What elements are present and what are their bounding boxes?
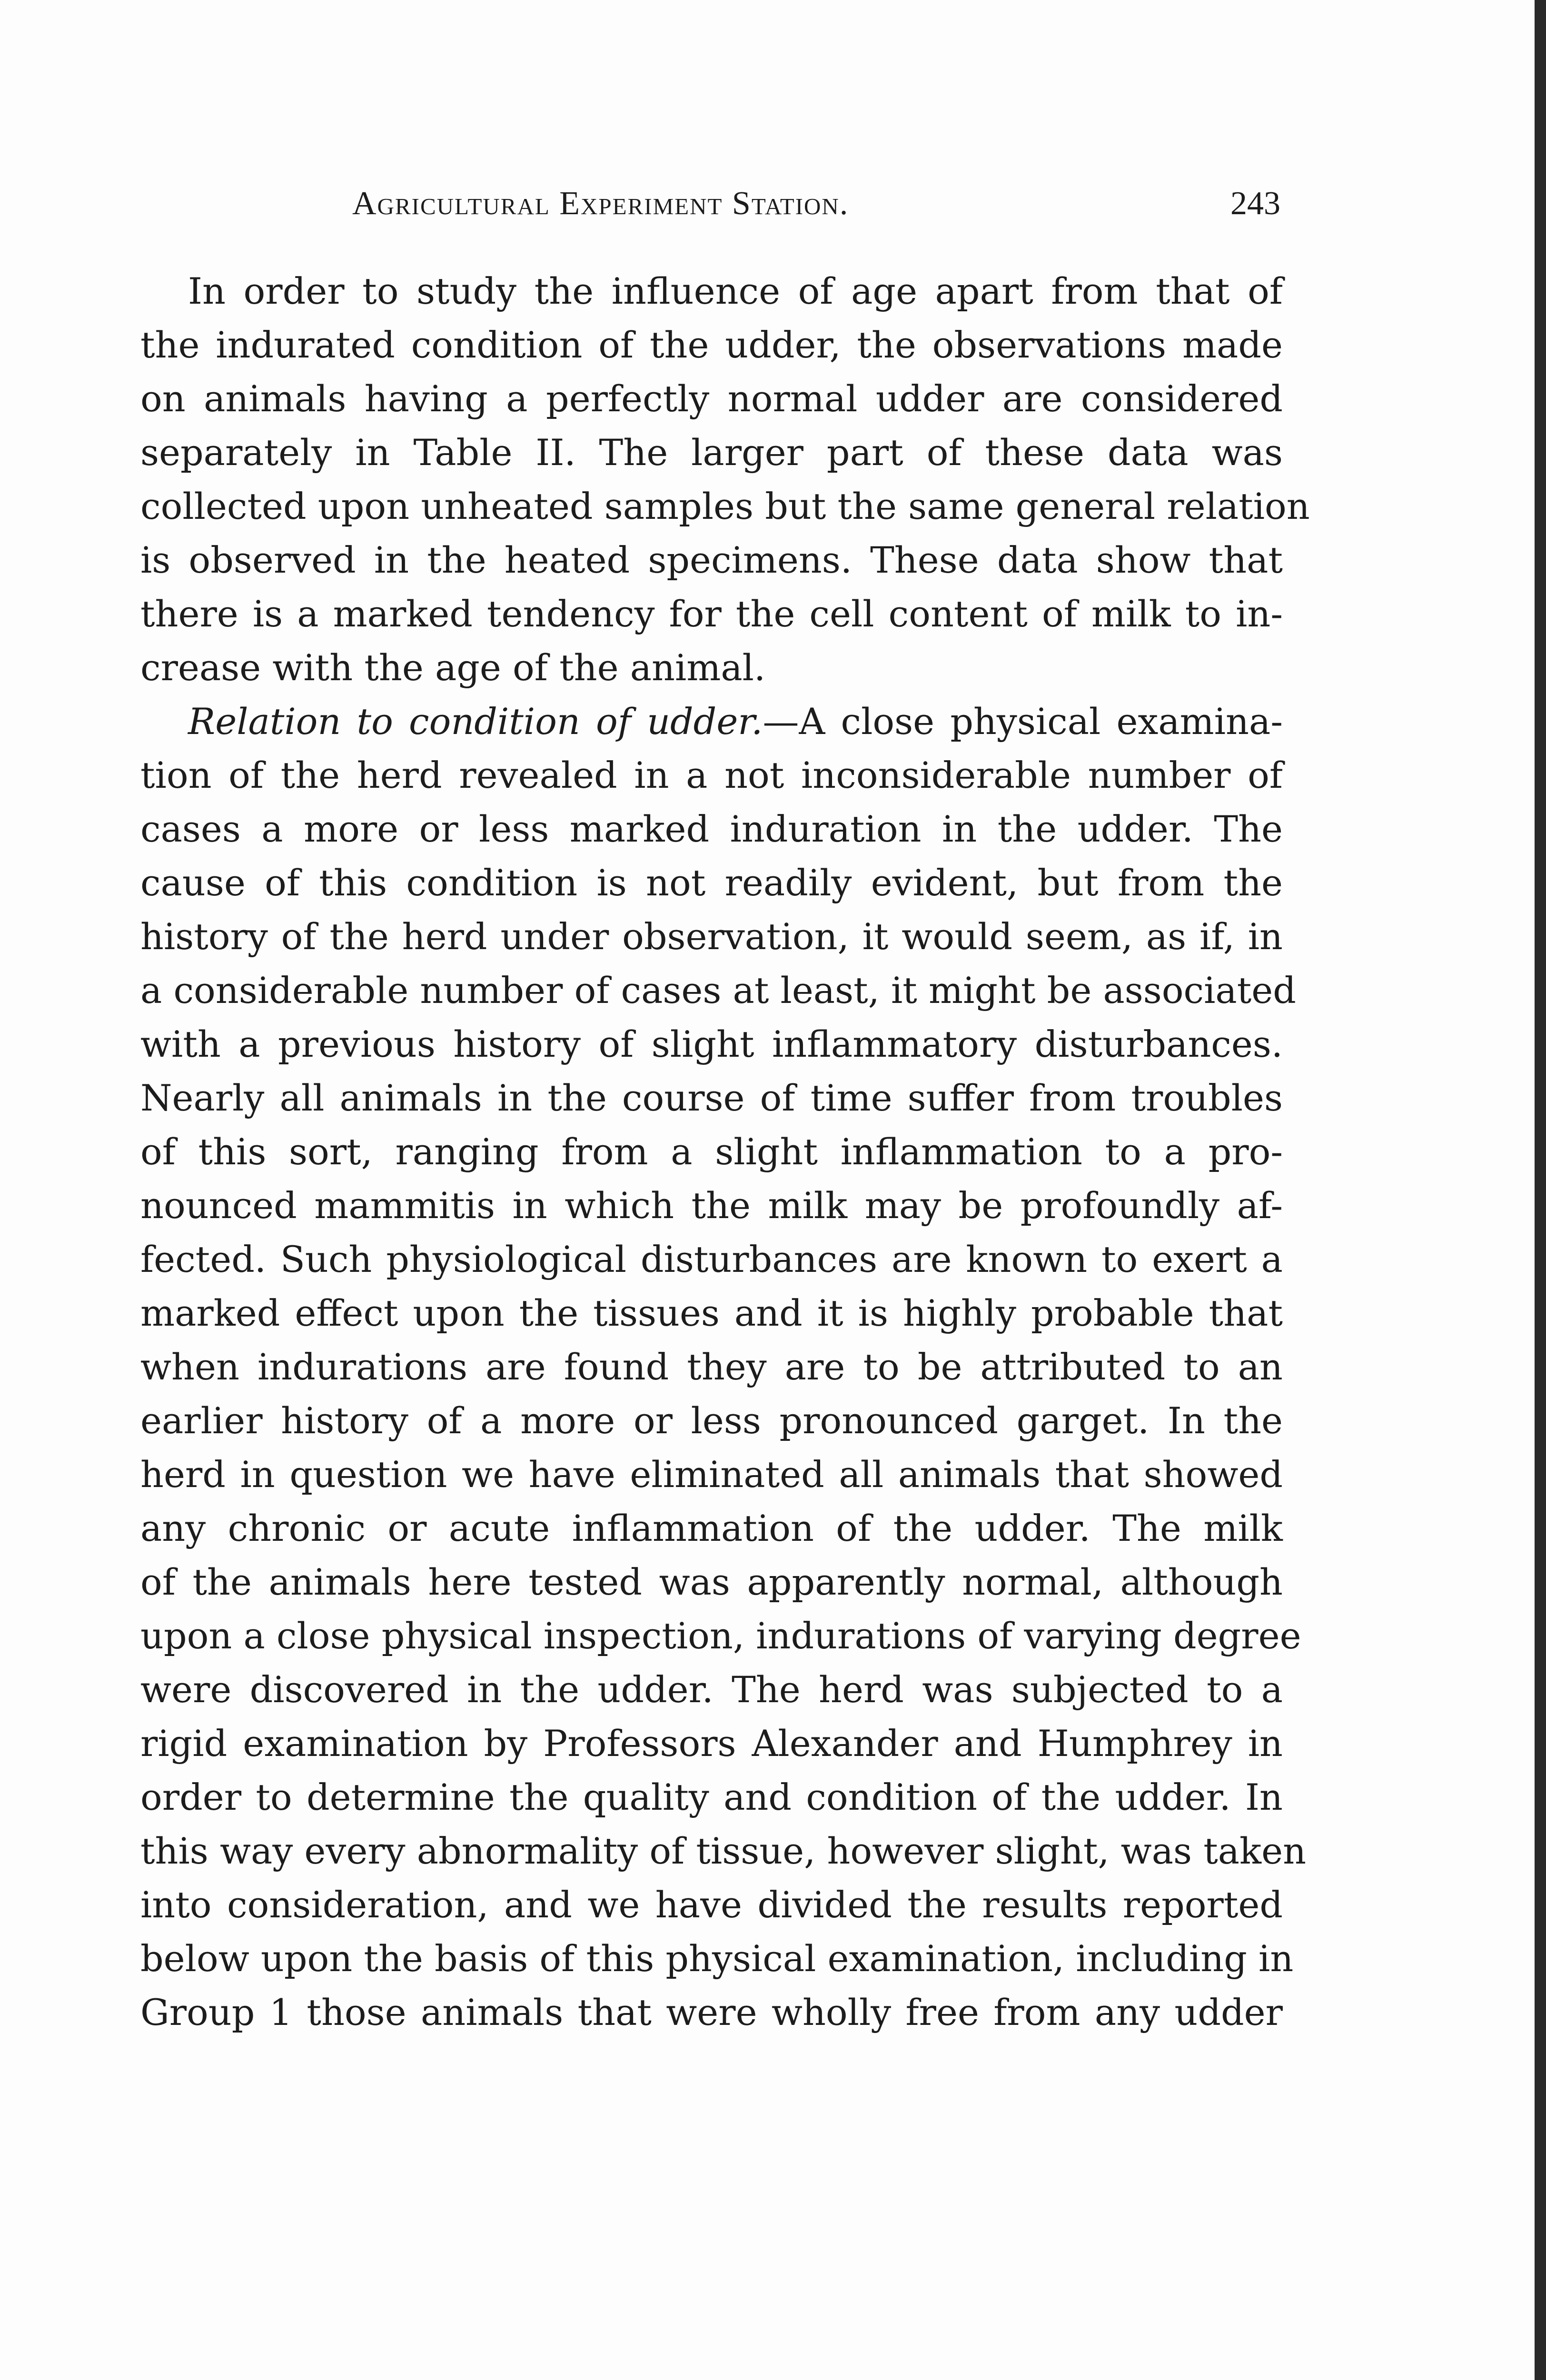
paragraph-line: Group 1 those animals that were wholly free from any udder (140, 1991, 1283, 2033)
paragraph-line: Nearly all animals in the course of time suffer from troubles (140, 1077, 1283, 1119)
body-text (140, 264, 1310, 2039)
paragraph-line: marked effect upon the tissues and it is highly probable that (140, 1292, 1283, 1334)
paragraph-line: tion of the herd revealed in a not inconsiderable number of (140, 754, 1283, 796)
paragraph-line: crease with the age of the animal. (140, 646, 766, 689)
paragraph-line: earlier history of a more or less pronounced garget. In the (140, 1399, 1283, 1442)
paragraph-line-text: —A close physical examina- (763, 700, 1283, 743)
paragraph-first-line (140, 694, 1283, 748)
paragraph-line: of this sort, ranging from a slight inflammation to a pro- (140, 1130, 1283, 1173)
paragraph-line: In order to study the influence of age apart from that of (188, 270, 1283, 312)
paragraph-line: of the animals here tested was apparently normal, although (140, 1561, 1283, 1603)
paragraph-line: order to determine the quality and condition of the udder. In (140, 1776, 1283, 1818)
paragraph-line: fected. Such physiological disturbances are known to exert a (140, 1238, 1283, 1280)
paragraph-line: upon a close physical inspection, indurations of varying degree (140, 1615, 1301, 1657)
paragraph-line: on animals having a perfectly normal udder are considered (140, 377, 1283, 420)
paragraph-line: a considerable number of cases at least, it might be associated (140, 969, 1296, 1012)
paragraph-line: below upon the basis of this physical examination, including in (140, 1937, 1294, 1980)
paragraph-line: cause of this condition is not readily evident, but from the (140, 862, 1283, 904)
page-number: 243 (1230, 185, 1280, 222)
paragraph-line: cases a more or less marked induration in the udder. The (140, 808, 1283, 850)
scan-edge (1535, 0, 1546, 2380)
paragraph-line: history of the herd under observation, it would seem, as if, in (140, 915, 1283, 958)
paragraph-line: were discovered in the udder. The herd was subjected to a (140, 1668, 1283, 1711)
paragraph-line: collected upon unheated samples but the same general relation (140, 485, 1310, 527)
section-heading: Relation to condition of udder. (188, 700, 763, 743)
paragraph-line: rigid examination by Professors Alexander and Humphrey in (140, 1722, 1283, 1765)
paragraph-line: there is a marked tendency for the cell content of milk to in- (140, 593, 1283, 635)
paragraph-line: the indurated condition of the udder, the observations made (140, 324, 1283, 366)
paragraph-line: is observed in the heated specimens. These data show that (140, 539, 1283, 581)
paragraph-line: herd in question we have eliminated all animals that showed (140, 1453, 1283, 1496)
paragraph-line: nounced mammitis in which the milk may be profoundly af- (140, 1184, 1283, 1227)
paragraph-line: any chronic or acute inflammation of the udder. The milk (140, 1507, 1283, 1549)
paragraph-line: with a previous history of slight inflammatory disturbances. (140, 1023, 1283, 1065)
paragraph-line: this way every abnormality of tissue, however slight, was taken (140, 1830, 1307, 1872)
running-head: Agricultural Experiment Station. (352, 185, 849, 222)
paragraph-line: separately in Table II. The larger part of these data was (140, 431, 1283, 474)
paragraph-line: into consideration, and we have divided the results reported (140, 1884, 1283, 1926)
page-header (143, 180, 1280, 228)
paragraph-line: when indurations are found they are to be attributed to an (140, 1346, 1283, 1388)
